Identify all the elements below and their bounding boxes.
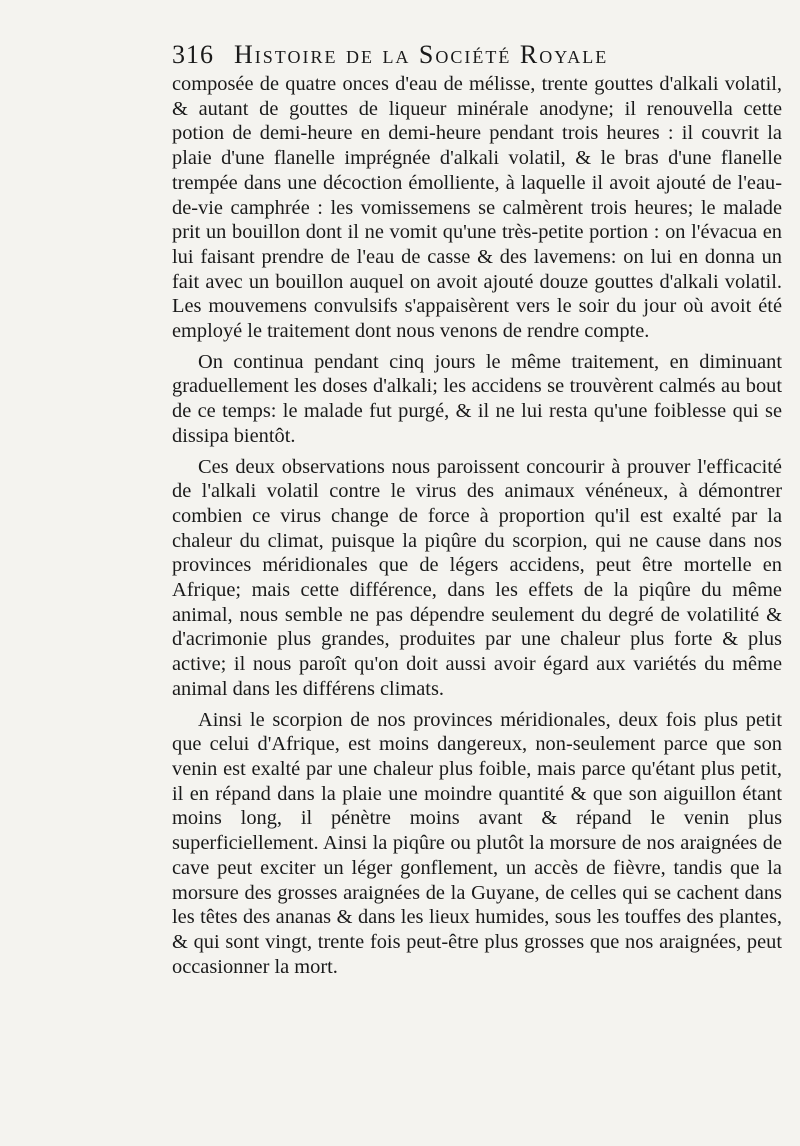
running-title: Histoire de la Société Royale — [234, 40, 609, 69]
paragraph-3: Ces deux observations nous paroissent concourir à prouver l'efficacité de l'alkali volatil contre le virus des animaux vénéneux, à démontrer combien ce virus change de force à proportion qu'il est exalté par la chaleur du climat, puisque la piqûre du scorpion, qui ne cause dans nos provinces méridionales que de légers accidens, peut être mortelle en Afrique; mais cette différence, dans les effets de la piqûre du même animal, nous semble ne pas dépendre seulement du degré de volatilité & d'acrimonie plus grandes, produites par une chaleur plus forte & plus active; il nous paroît qu'on doit aussi avoir égard aux variétés du même animal dans les différens climats. — [172, 455, 782, 700]
paragraph-1: composée de quatre onces d'eau de mélisse, trente gouttes d'alkali volatil, & autant de gouttes de liqueur minérale anodyne; il renouvella cette potion de demi-heure en demi-heure pendant trois heures : il couvrit la plaie d'une flanelle imprégnée d'alkali volatil, & le bras d'une flanelle trempée dans une décoction émolliente, à laquelle il avoit ajouté de l'eau-de-vie camphrée : les vomissemens se calmèrent trois heures; le malade prit un bouillon dont il ne vomit qu'une très-petite portion : on l'évacua en lui faisant prendre de l'eau de casse & des lavemens: on lui en donna un fait avec un bouillon auquel on avoit ajouté douze gouttes d'alkali volatil. Les mouvemens convulsifs s'appaisèrent vers le soir du jour où avoit été employé le traitement dont nous venons de rendre compte. — [172, 73, 782, 343]
page-number: 316 — [172, 40, 214, 69]
page-header — [172, 40, 782, 70]
paragraph-2: On continua pendant cinq jours le même traitement, en diminuant graduellement les doses d'alkali; les accidens se trouvèrent calmés au bout de ce temps: le malade fut purgé, & il ne lui resta qu'une foiblesse qui se dissipa bientôt. — [172, 350, 782, 447]
paragraph-4: Ainsi le scorpion de nos provinces méridionales, deux fois plus petit que celui d'Afrique, est moins dangereux, non-seulement parce que son venin est exalté par une chaleur plus foible, mais parce qu'étant plus petit, il en répand dans la plaie une moindre quantité & que son aiguillon étant moins long, il pénètre moins avant & répand le venin plus superficiellement. Ainsi la piqûre ou plutôt la morsure de nos araignées de cave peut exciter un léger gonflement, un accès de fièvre, tandis que la morsure des grosses araignées de la Guyane, de celles qui se cachent dans les têtes des ananas & dans les lieux humides, sous les touffes des plantes, & qui sont vingt, trente fois peut-être plus grosses que nos araignées, peut occasionner la mort. — [172, 708, 782, 978]
page-body — [172, 72, 782, 979]
